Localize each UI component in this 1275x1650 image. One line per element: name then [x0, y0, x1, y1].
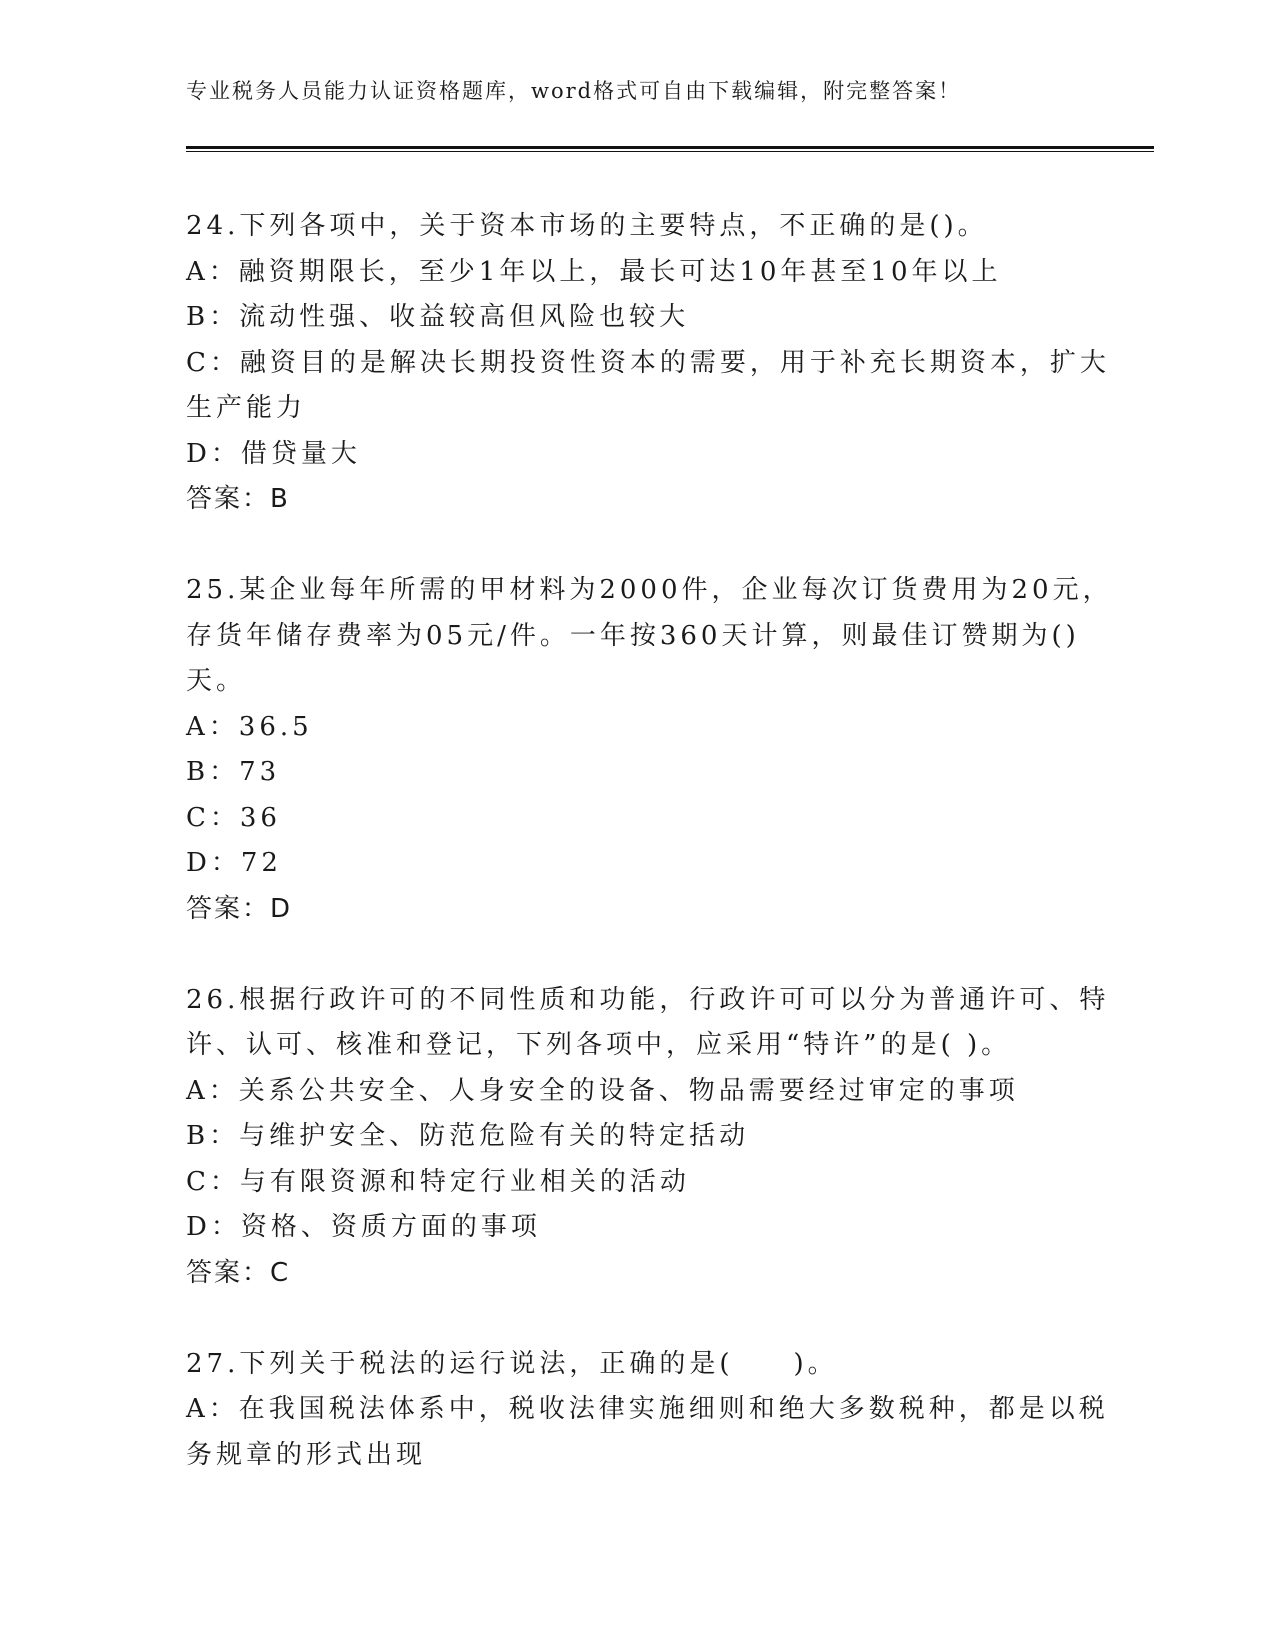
answer-line: 答案：D [186, 893, 293, 924]
option-d: D：资格、资质方面的事项 [186, 1212, 541, 1242]
question-spacer [186, 932, 1086, 978]
question-block [186, 568, 1113, 932]
option-a: A：关系公共安全、人身安全的设备、物品需要经过审定的事项 [186, 1075, 1019, 1106]
question-stem-line: 存货年储存费率为05元/件。一年按360天计算，则最佳订赞期为() [186, 620, 1080, 651]
option-b: B：与维护安全、防范危险有关的特定括动 [186, 1121, 750, 1151]
option-c: C：36 [186, 802, 281, 833]
option-a-continued: 务规章的形式出现 [186, 1439, 427, 1470]
option-a: A：融资期限长，至少1年以上，最长可达10年甚至10年以上 [186, 256, 1002, 287]
header-divider-thick [186, 146, 1154, 149]
question-stem-line: 24.下列各项中，关于资本市场的主要特点，不正确的是()。 [186, 211, 988, 241]
option-c: C：融资目的是解决长期投资性资本的需要，用于补充长期资本，扩大 [186, 347, 1110, 378]
question-stem-line: 25.某企业每年所需的甲材料为2000件，企业每次订货费用为20元， [186, 575, 1113, 605]
option-b: B：73 [186, 757, 281, 787]
answer-line: 答案：B [186, 484, 290, 514]
option-d: D：借贷量大 [186, 438, 361, 469]
question-block [186, 204, 1110, 523]
question-stem-line: 26.根据行政许可的不同性质和功能，行政许可可以分为普通许可、特 [186, 984, 1110, 1015]
option-c: C：与有限资源和特定行业相关的活动 [186, 1166, 690, 1197]
option-b: B：流动性强、收益较高但风险也较大 [186, 302, 690, 332]
option-c-continued: 生产能力 [186, 393, 307, 423]
option-a: A：36.5 [186, 711, 313, 742]
question-spacer [186, 1296, 1086, 1342]
question-stem-line: 天。 [186, 666, 247, 696]
option-a: A：在我国税法体系中，税收法律实施细则和绝大多数税种，都是以税 [186, 1394, 1109, 1424]
question-stem-line: 许、认可、核准和登记，下列各项中，应采用“特许”的是( )。 [186, 1030, 1012, 1060]
question-block [186, 1342, 1109, 1479]
question-block [186, 978, 1110, 1297]
header-divider-thin [186, 151, 1154, 152]
answer-line: 答案：C [186, 1257, 291, 1288]
option-d: D：72 [186, 848, 282, 878]
question-spacer [186, 523, 1086, 569]
question-list [186, 204, 1113, 1478]
question-stem-line: 27.下列关于税法的运行说法，正确的是( )。 [186, 1348, 838, 1379]
page-header-title: 专业税务人员能力认证资格题库，word格式可自由下载编辑，附完整答案！ [186, 79, 962, 103]
